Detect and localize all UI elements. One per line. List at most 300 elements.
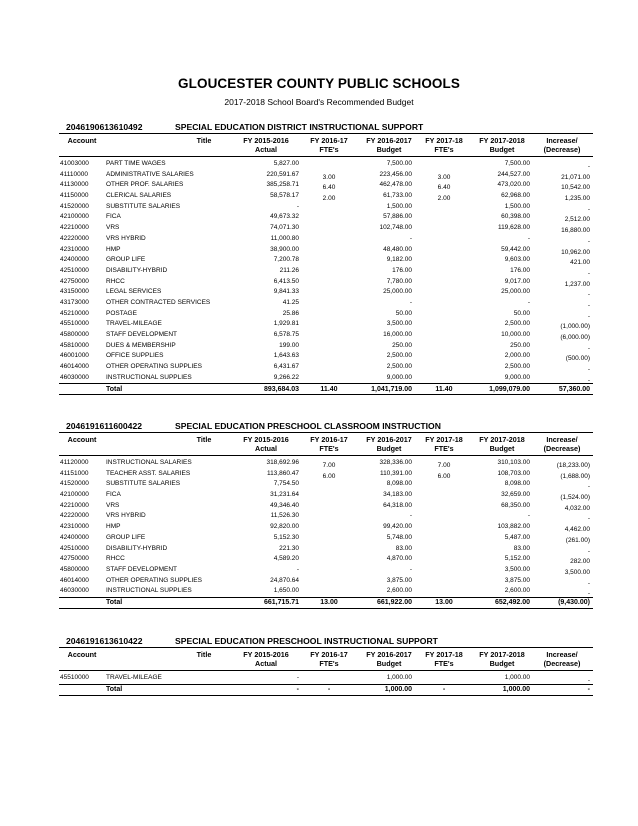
table-row [59, 309, 593, 320]
cell-title: TRAVEL-MILEAGE [106, 320, 162, 328]
cell-fy15: 25.86 [282, 309, 299, 317]
column-header-fy18 [467, 136, 537, 154]
column-header-fy15-line: FY 2015-2016 [243, 650, 289, 659]
section-header [59, 636, 593, 647]
cell-title: OTHER OPERATING SUPPLIES [106, 576, 202, 584]
column-header-inc [533, 136, 591, 154]
cell-inc: - [587, 291, 590, 299]
cell-inc: - [587, 312, 590, 320]
cell-inc: 2,512.00 [564, 216, 590, 224]
total-fte17: - [327, 686, 331, 694]
cell-fy18: 9,603.00 [504, 256, 530, 264]
cell-title: DUES & MEMBERSHIP [106, 341, 176, 349]
column-header-inc-line: Increase/ [546, 435, 578, 444]
cell-inc: - [587, 483, 590, 491]
total-fy18: 652,492.00 [494, 599, 530, 607]
cell-inc: 10,542.00 [561, 184, 590, 192]
cell-title: DISABILITY-HYBRID [106, 544, 168, 552]
section-header [59, 421, 593, 432]
cell-account: 42750000 [60, 277, 89, 285]
column-header-account [59, 435, 105, 444]
cell-fy15: 1,650.00 [273, 587, 299, 595]
column-header-fte17-line: FY 2016-17 [310, 650, 348, 659]
cell-fy15: 9,266.22 [273, 373, 299, 381]
column-header-fy18-line: Budget [489, 444, 515, 453]
cell-inc: - [587, 579, 590, 587]
table-row [59, 469, 593, 480]
cell-inc: 3,500.00 [564, 568, 590, 576]
cell-fy17: 25,000.00 [383, 288, 412, 296]
column-header-title-line: Title [196, 435, 212, 444]
total-label: Total [106, 599, 123, 607]
cell-account: 42400000 [60, 533, 89, 541]
column-header-fy15-line: Actual [255, 444, 277, 453]
column-header-fte17-line: FY 2016-17 [310, 136, 348, 145]
cell-fy18: 62,968.00 [501, 192, 530, 200]
cell-title: GROUP LIFE [106, 256, 146, 264]
total-fy17: 661,922.00 [376, 599, 412, 607]
cell-fy18: 9,000.00 [504, 373, 530, 381]
total-fy15: - [296, 686, 299, 694]
column-header-fy18-line: FY 2017-2018 [479, 136, 525, 145]
column-header-account [59, 650, 105, 659]
cell-title: VRS [106, 224, 120, 232]
table-row [59, 234, 593, 245]
cell-fy17: 9,182.00 [386, 256, 412, 264]
column-header-fy17-line: Budget [376, 444, 402, 453]
cell-fy17: 9,000.00 [386, 373, 412, 381]
cell-fy17: 7,500.00 [386, 160, 412, 167]
cell-fy15: 38,900.00 [270, 245, 299, 253]
column-header-fy15-line: FY 2015-2016 [243, 435, 289, 444]
cell-fy15: 7,754.50 [273, 480, 299, 488]
cell-fy18: 9,017.00 [504, 277, 530, 285]
cell-fy18: 310,103.00 [497, 459, 530, 466]
table-row [59, 212, 593, 223]
column-header-fy15-line: Actual [255, 659, 277, 668]
table-row [59, 479, 593, 490]
cell-title: CLERICAL SALARIES [106, 192, 172, 200]
cell-fy18: 108,703.00 [497, 469, 530, 477]
cell-fy15: 199.00 [279, 341, 299, 349]
cell-account: 41151000 [60, 469, 89, 477]
column-header-fy15 [231, 650, 301, 668]
column-header-row [59, 432, 593, 456]
cell-title: FICA [106, 213, 121, 221]
column-header-fy17-line: Budget [376, 145, 402, 154]
cell-title: INSTRUCTIONAL SUPPLIES [106, 373, 192, 381]
cell-fy17: 176.00 [392, 266, 412, 274]
cell-title: OTHER PROF. SALARIES [106, 181, 184, 189]
column-header-row [59, 647, 593, 671]
cell-fy15: 221.30 [279, 544, 299, 552]
column-header-fte18-line: FY 2017-18 [425, 136, 463, 145]
table-row [59, 159, 593, 170]
cell-fy18: 1,500.00 [504, 202, 530, 210]
cell-inc: 21,071.00 [561, 173, 590, 181]
total-fte17: 13.00 [320, 599, 338, 607]
total-fy15: 893,684.03 [263, 385, 299, 393]
total-fy17: 1,000.00 [384, 686, 412, 694]
cell-fy17: 1,500.00 [386, 202, 412, 210]
total-fte18: 13.00 [435, 599, 453, 607]
cell-title: GROUP LIFE [106, 533, 146, 541]
total-row [59, 684, 593, 696]
cell-fy18: 1,000.00 [504, 674, 530, 681]
cell-inc: 10,962.00 [561, 248, 590, 256]
cell-fy18: 7,500.00 [504, 160, 530, 167]
column-header-inc [533, 435, 591, 453]
total-fy17: 1,041,719.00 [371, 385, 412, 393]
cell-fy17: - [409, 565, 412, 573]
cell-fy18: 50.00 [513, 309, 530, 317]
cell-fy17: 4,870.00 [386, 555, 412, 563]
cell-title: TRAVEL-MILEAGE [106, 674, 162, 681]
cell-fy17: 64,318.00 [383, 501, 412, 509]
cell-fy17: 223,456.00 [379, 170, 412, 178]
cell-fy18: 3,875.00 [504, 576, 530, 584]
cell-fy17: 462,478.00 [379, 181, 412, 189]
total-fte17: 11.40 [320, 385, 338, 393]
table-row [59, 586, 593, 597]
column-header-fte17-line: FY 2016-17 [310, 435, 348, 444]
cell-fte18: 3.00 [437, 173, 451, 181]
column-header-inc-line: (Decrease) [543, 145, 581, 154]
column-header-fte17-line: FTE's [319, 444, 339, 453]
cell-inc: (261.00) [565, 536, 590, 544]
cell-title: INSTRUCTIONAL SUPPLIES [106, 587, 192, 595]
cell-fy18: 3,500.00 [504, 565, 530, 573]
column-header-fy15-line: FY 2015-2016 [243, 136, 289, 145]
cell-fy15: 4,589.20 [273, 555, 299, 563]
total-inc: 57,360.00 [558, 385, 590, 393]
cell-account: 46014000 [60, 576, 89, 584]
cell-fy15: 1,929.81 [273, 320, 299, 328]
document-subtitle: 2017-2018 School Board's Recommended Budget [224, 97, 414, 107]
cell-account: 46014000 [60, 363, 89, 371]
cell-inc: 282.00 [570, 558, 590, 566]
cell-title: VRS HYBRID [106, 512, 146, 520]
cell-fy17: 48,480.00 [383, 245, 412, 253]
cell-inc: 4,462.00 [564, 526, 590, 534]
cell-fy17: 250.00 [392, 341, 412, 349]
column-header-fy15-line: Actual [255, 145, 277, 154]
cell-fy15: 7,200.78 [273, 256, 299, 264]
cell-fy17: 7,780.00 [386, 277, 412, 285]
cell-fy17: 3,500.00 [386, 320, 412, 328]
column-header-fy18-line: FY 2017-2018 [479, 435, 525, 444]
cell-fy17: 61,733.00 [383, 192, 412, 200]
cell-title: LEGAL SERVICES [106, 288, 162, 296]
cell-fte17: 6.40 [322, 184, 336, 192]
table-row [59, 341, 593, 352]
cell-fy18: 5,152.00 [504, 555, 530, 563]
table-row [59, 170, 593, 181]
cell-fte18: 2.00 [437, 195, 451, 203]
section-name: SPECIAL EDUCATION PRESCHOOL INSTRUCTIONAL SUPPORT [175, 636, 438, 646]
column-header-fy17 [354, 435, 424, 453]
table-row [59, 533, 593, 544]
cell-fy17: 5,748.00 [386, 533, 412, 541]
cell-inc: (1,000.00) [560, 323, 590, 331]
column-header-fy18-line: Budget [489, 145, 515, 154]
cell-title: PART TIME WAGES [106, 160, 166, 167]
cell-fy15: - [296, 565, 299, 573]
cell-title: OTHER CONTRACTED SERVICES [106, 298, 211, 306]
cell-title: INSTRUCTIONAL SALARIES [106, 459, 192, 466]
cell-fy17: 102,748.00 [379, 224, 412, 232]
cell-fy15: - [296, 202, 299, 210]
cell-inc: 16,880.00 [561, 227, 590, 235]
cell-inc: (1,524.00) [560, 494, 590, 502]
budget-section [59, 421, 593, 609]
cell-inc: - [587, 205, 590, 213]
cell-fy18: - [527, 234, 530, 242]
table-row [59, 298, 593, 309]
cell-inc: (500.00) [565, 355, 590, 363]
column-header-fte18-line: FY 2017-18 [425, 650, 463, 659]
total-fy15: 661,715.71 [263, 599, 299, 607]
table-row [59, 544, 593, 555]
column-header-fy15 [231, 136, 301, 154]
cell-title: DISABILITY-HYBRID [106, 266, 168, 274]
cell-inc: (1,688.00) [560, 472, 590, 480]
cell-title: STAFF DEVELOPMENT [106, 565, 178, 573]
cell-fy18: 32,659.00 [501, 491, 530, 499]
table-row [59, 490, 593, 501]
total-inc: - [587, 686, 590, 694]
cell-account: 43150000 [60, 288, 89, 296]
cell-inc: - [587, 547, 590, 555]
cell-fy18: 59,442.00 [501, 245, 530, 253]
document-title: GLOUCESTER COUNTY PUBLIC SCHOOLS [178, 76, 460, 91]
column-header-fy18 [467, 435, 537, 453]
cell-title: ADMINISTRATIVE SALARIES [106, 170, 194, 178]
cell-account: 42310000 [60, 523, 89, 531]
cell-fy15: 5,827.00 [273, 160, 299, 167]
cell-fy15: 6,578.75 [273, 331, 299, 338]
column-header-fy17-line: Budget [376, 659, 402, 668]
cell-fy15: 6,413.50 [273, 277, 299, 285]
column-header-title-line: Title [196, 650, 212, 659]
column-header-fy17 [354, 136, 424, 154]
column-header-inc-line: (Decrease) [543, 659, 581, 668]
cell-fy18: 10,000.00 [501, 331, 530, 338]
cell-inc: - [587, 590, 590, 598]
section-name: SPECIAL EDUCATION PRESCHOOL CLASSROOM INSTRUCTION [175, 421, 441, 431]
cell-fy15: - [296, 674, 299, 681]
section-code: 2046191613610422 [66, 636, 143, 646]
cell-fy17: 8,098.00 [386, 480, 412, 488]
cell-inc: 421.00 [570, 259, 590, 267]
cell-account: 45810000 [60, 341, 89, 349]
cell-inc: - [587, 677, 590, 684]
cell-fy17: 328,336.00 [379, 459, 412, 466]
cell-fte17: 6.00 [322, 472, 336, 480]
table-row [59, 245, 593, 256]
cell-fy17: 2,600.00 [386, 587, 412, 595]
cell-account: 41120000 [60, 459, 89, 466]
cell-fy15: 74,071.30 [270, 224, 299, 232]
table-row [59, 287, 593, 298]
cell-fy18: 119,628.00 [497, 224, 530, 232]
column-header-fte17 [304, 136, 354, 154]
cell-account: 46001000 [60, 352, 89, 360]
section-name: SPECIAL EDUCATION DISTRICT INSTRUCTIONAL SUPPORT [175, 122, 424, 132]
table-row [59, 522, 593, 533]
cell-fy17: 110,391.00 [379, 469, 412, 477]
column-header-account-line: Account [67, 650, 97, 659]
cell-inc: - [587, 366, 590, 374]
cell-fy17: 57,886.00 [383, 213, 412, 221]
table-row [59, 673, 593, 684]
total-fte18: 11.40 [435, 385, 453, 393]
column-header-fte17-line: FTE's [319, 145, 339, 154]
cell-account: 42210000 [60, 224, 89, 232]
cell-fy18: 2,500.00 [504, 363, 530, 371]
cell-account: 42210000 [60, 501, 89, 509]
cell-fy18: 25,000.00 [501, 288, 530, 296]
cell-fy18: 2,000.00 [504, 352, 530, 360]
column-header-fy17-line: FY 2016-2017 [366, 435, 412, 444]
cell-account: 41520000 [60, 480, 89, 488]
table-row [59, 202, 593, 213]
cell-inc: 4,032.00 [564, 504, 590, 512]
cell-inc: 1,237.00 [564, 280, 590, 288]
cell-fy18: 68,350.00 [501, 501, 530, 509]
cell-account: 42220000 [60, 512, 89, 520]
column-header-fy15 [231, 435, 301, 453]
column-header-fy18-line: Budget [489, 659, 515, 668]
cell-fy17: - [409, 512, 412, 520]
cell-fy15: 211.26 [279, 266, 299, 274]
column-header-fy18-line: FY 2017-2018 [479, 650, 525, 659]
cell-fy18: 103,882.00 [497, 523, 530, 531]
table-row [59, 351, 593, 362]
table-row [59, 330, 593, 341]
total-fy18: 1,099,079.00 [489, 385, 530, 393]
cell-fy17: 83.00 [395, 544, 412, 552]
cell-title: FICA [106, 491, 121, 499]
total-row [59, 383, 593, 395]
cell-fy15: 49,673.32 [270, 213, 299, 221]
column-header-inc-line: Increase/ [546, 136, 578, 145]
cell-fy18: 8,098.00 [504, 480, 530, 488]
cell-fy17: 99,420.00 [383, 523, 412, 531]
cell-account: 42220000 [60, 234, 89, 242]
cell-title: RHCC [106, 277, 125, 285]
cell-fy15: 92,820.00 [270, 523, 299, 531]
cell-account: 42510000 [60, 544, 89, 552]
cell-title: POSTAGE [106, 309, 137, 317]
column-header-fte18-line: FTE's [434, 444, 454, 453]
cell-account: 42100000 [60, 491, 89, 499]
column-header-fte18-line: FTE's [434, 659, 454, 668]
cell-account: 42310000 [60, 245, 89, 253]
cell-fte17: 3.00 [322, 173, 336, 181]
cell-title: SUBSTITUTE SALARIES [106, 480, 181, 488]
cell-fte18: 6.00 [437, 472, 451, 480]
column-header-fte17-line: FTE's [319, 659, 339, 668]
cell-account: 45510000 [60, 674, 89, 681]
section-code: 2046190613610492 [66, 122, 143, 132]
table-row [59, 565, 593, 576]
cell-fy18: 2,600.00 [504, 587, 530, 595]
cell-account: 42510000 [60, 266, 89, 274]
cell-fte18: 7.00 [437, 462, 451, 469]
cell-fy15: 385,258.71 [266, 181, 299, 189]
cell-fy15: 58,578.17 [270, 192, 299, 200]
table-row [59, 458, 593, 469]
cell-fy18: 83.00 [513, 544, 530, 552]
cell-inc: - [587, 344, 590, 352]
cell-fy18: 5,487.00 [504, 533, 530, 541]
cell-inc: (6,000.00) [560, 334, 590, 341]
cell-inc: - [587, 515, 590, 523]
column-header-fy17-line: FY 2016-2017 [366, 650, 412, 659]
cell-account: 43173000 [60, 298, 89, 306]
column-header-fy18 [467, 650, 537, 668]
column-header-fte18 [419, 136, 469, 154]
section-header [59, 122, 593, 133]
column-header-inc-line: Increase/ [546, 650, 578, 659]
cell-account: 45800000 [60, 565, 89, 573]
table-row [59, 511, 593, 522]
cell-inc: - [587, 269, 590, 277]
table-row [59, 266, 593, 277]
total-fy18: 1,000.00 [502, 686, 530, 694]
cell-fy17: - [409, 298, 412, 306]
cell-account: 42400000 [60, 256, 89, 264]
cell-fy17: 34,183.00 [383, 491, 412, 499]
cell-title: STAFF DEVELOPMENT [106, 331, 178, 338]
cell-account: 45510000 [60, 320, 89, 328]
column-header-fy17 [354, 650, 424, 668]
cell-inc: - [587, 237, 590, 245]
column-header-fte18 [419, 650, 469, 668]
cell-account: 45800000 [60, 331, 89, 338]
cell-account: 45210000 [60, 309, 89, 317]
column-header-account-line: Account [67, 435, 97, 444]
total-inc: (9,430.00) [558, 599, 590, 607]
cell-title: VRS HYBRID [106, 234, 146, 242]
cell-fy15: 41.25 [282, 298, 299, 306]
total-row [59, 597, 593, 609]
table-row [59, 191, 593, 202]
column-header-fte18-line: FY 2017-18 [425, 435, 463, 444]
table-row [59, 501, 593, 512]
cell-fy15: 113,860.47 [266, 469, 299, 477]
cell-account: 41110000 [60, 170, 88, 178]
cell-fy17: 50.00 [395, 309, 412, 317]
cell-fy17: 2,500.00 [386, 363, 412, 371]
column-header-account [59, 136, 105, 145]
cell-fte17: 7.00 [322, 462, 336, 469]
cell-fy18: 250.00 [510, 341, 530, 349]
cell-account: 41130000 [60, 181, 89, 189]
cell-fy17: - [409, 234, 412, 242]
cell-fy17: 1,000.00 [386, 674, 412, 681]
cell-fy17: 3,875.00 [386, 576, 412, 584]
column-header-inc-line: (Decrease) [543, 444, 581, 453]
cell-title: OFFICE SUPPLIES [106, 352, 164, 360]
cell-fy15: 24,870.64 [270, 576, 299, 584]
column-header-fte17 [304, 650, 354, 668]
cell-inc: 1,235.00 [564, 195, 590, 203]
cell-fy18: 2,500.00 [504, 320, 530, 328]
cell-title: RHCC [106, 555, 125, 563]
cell-account: 41150000 [60, 192, 89, 200]
